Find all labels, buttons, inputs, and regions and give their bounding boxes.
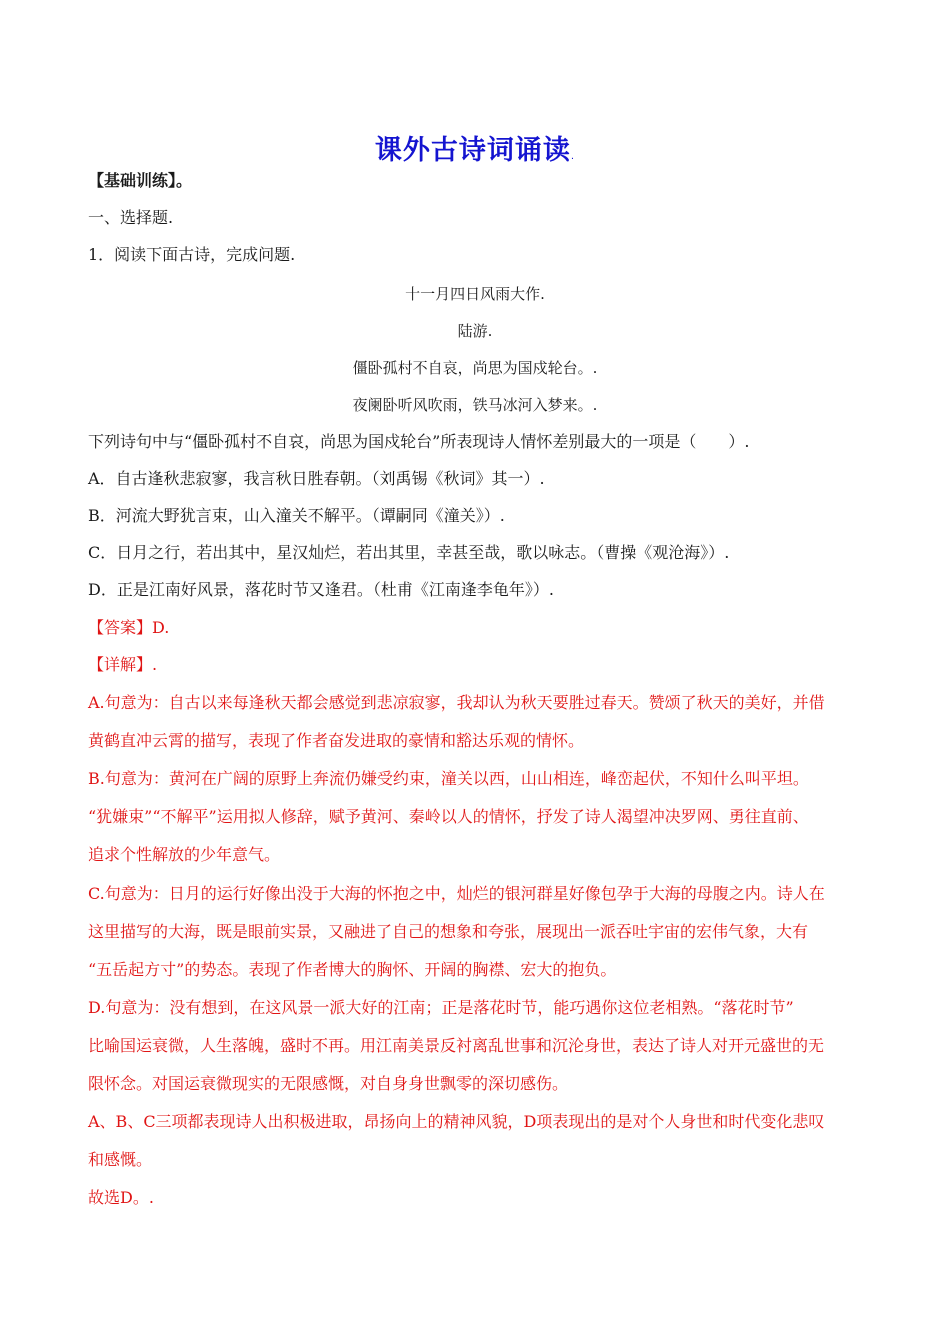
explanation-b-line-3: 追求个性解放的少年意气。 bbox=[88, 845, 281, 864]
explanation-c-line-1: C.句意为：日月的运行好像出没于大海的怀抱之中，灿烂的银河群星好像包孕于大海的母腹之内。诗人在 bbox=[88, 884, 825, 903]
explanation-b-line-2: “犹嫌束”“不解平”运用拟人修辞，赋予黄河、秦岭以人的情怀，抒发了诗人渴望冲决罗网、勇往直前、 bbox=[88, 807, 809, 826]
detail-label: 【详解】. bbox=[88, 655, 158, 674]
explanation-d-line-3: 限怀念。对国运衰微现实的无限感慨，对自身身世飘零的深切感伤。 bbox=[88, 1074, 569, 1093]
question-intro: 1．阅读下面古诗，完成问题. bbox=[88, 245, 296, 264]
option-a: A．自古逢秋悲寂寥，我言秋日胜春朝。（刘禹锡《秋词》其一）. bbox=[88, 469, 545, 488]
explanation-summary-line-2: 和感慨。 bbox=[88, 1150, 153, 1169]
poem-line-1: 僵卧孤村不自哀，尚思为国戍轮台。. bbox=[352, 359, 598, 377]
explanation-summary-line-1: A、B、C三项都表现诗人出积极进取，昂扬向上的精神风貌，D项表现出的是对个人身世和时代变化悲叹 bbox=[88, 1112, 825, 1131]
question-stem: 下列诗句中与“僵卧孤村不自哀，尚思为国戍轮台”所表现诗人情怀差别最大的一项是（ ）. bbox=[88, 432, 750, 451]
document-title bbox=[0, 128, 950, 167]
section-heading: 【基础训练】。 bbox=[88, 171, 193, 190]
explanation-d-line-2: 比喻国运衰微，人生落魄，盛时不再。用江南美景反衬离乱世事和沉沦身世，表达了诗人对开元盛世的无 bbox=[88, 1036, 825, 1055]
conclusion-line: 故选D。. bbox=[88, 1188, 154, 1207]
answer-line: 【答案】D. bbox=[88, 618, 170, 637]
explanation-a-line-2: 黄鹤直冲云霄的描写，表现了作者奋发进取的豪情和豁达乐观的情怀。 bbox=[88, 731, 585, 750]
option-b: B．河流大野犹言束，山入潼关不解平。（谭嗣同《潼关》）. bbox=[88, 506, 505, 525]
poem-line-2: 夜阑卧听风吹雨，铁马冰河入梦来。. bbox=[352, 396, 598, 414]
poem-author: 陆游. bbox=[457, 322, 493, 340]
title-paragraph-mark: . bbox=[570, 151, 576, 162]
document-title-text: 课外古诗词诵读 bbox=[374, 135, 571, 166]
explanation-c-line-3: “五岳起方寸”的势态。表现了作者博大的胸怀、开阔的胸襟、宏大的抱负。 bbox=[88, 960, 617, 979]
explanation-c-line-2: 这里描写的大海，既是眼前实景，又融进了自己的想象和夸张，展现出一派吞吐宇宙的宏伟气象，大有 bbox=[88, 922, 809, 941]
explanation-d-line-1: D.句意为：没有想到，在这风景一派大好的江南；正是落花时节，能巧遇你这位老相熟。“落花时节” bbox=[88, 998, 794, 1017]
part-label: 一、选择题. bbox=[88, 208, 174, 227]
explanation-a-line-1: A.句意为：自古以来每逢秋天都会感觉到悲凉寂寥，我却认为秋天要胜过春天。赞颂了秋天的美好，并借 bbox=[88, 693, 825, 712]
poem-title: 十一月四日风雨大作. bbox=[405, 285, 545, 303]
option-d: D．正是江南好风景，落花时节又逢君。（杜甫《江南逢李龟年》）. bbox=[88, 580, 554, 599]
explanation-b-line-1: B.句意为：黄河在广阔的原野上奔流仍嫌受约束，潼关以西，山山相连，峰峦起伏，不知什么叫平坦。 bbox=[88, 769, 809, 788]
option-c: C．日月之行，若出其中，星汉灿烂，若出其里，幸甚至哉，歌以咏志。（曹操《观沧海》）. bbox=[88, 543, 730, 562]
